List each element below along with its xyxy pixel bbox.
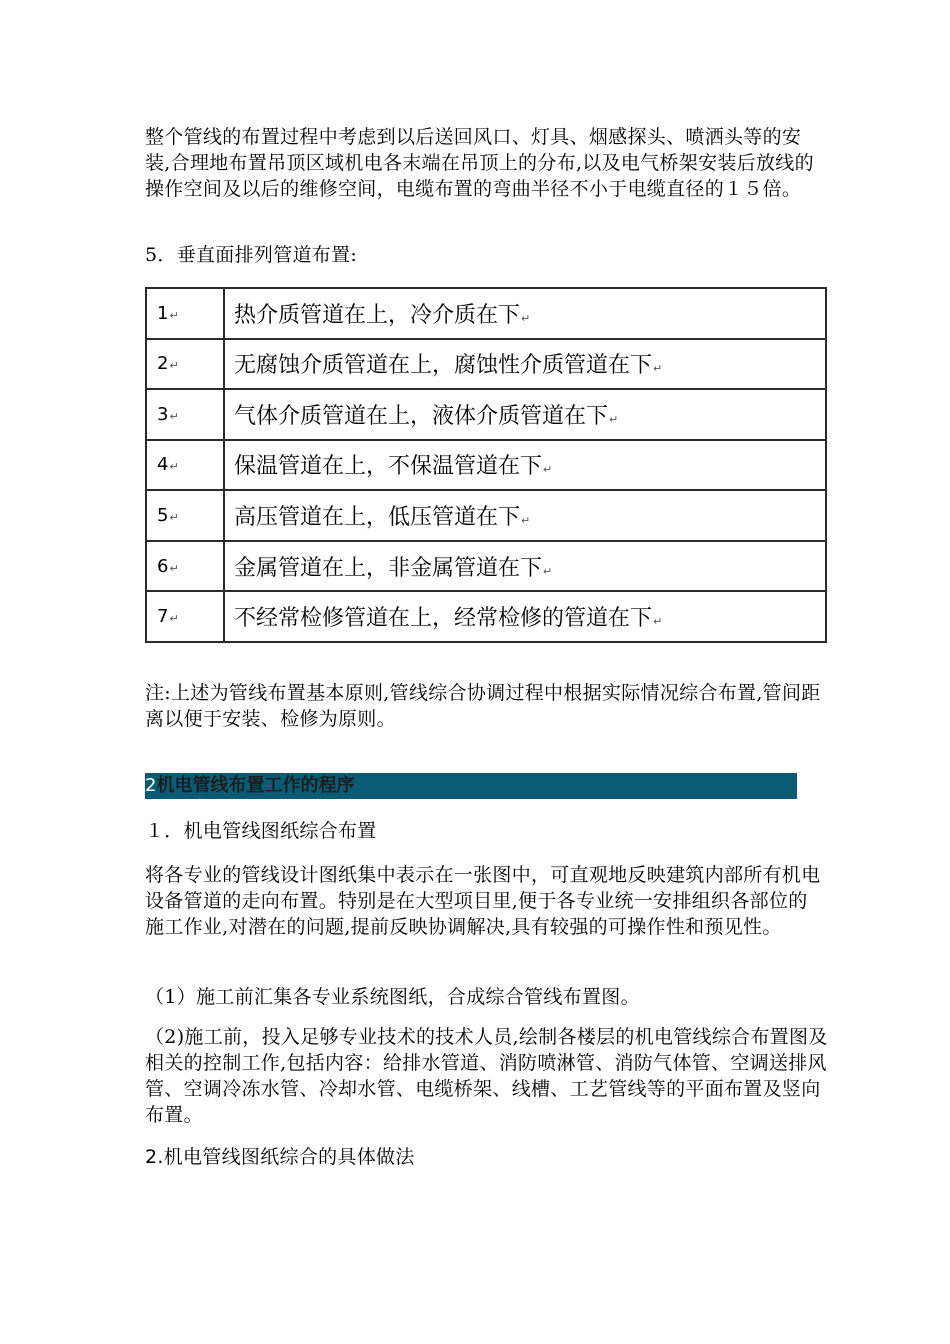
return-mark-icon: ↵ xyxy=(521,514,531,528)
subsection-2-heading: 2.机电管线图纸综合的具体做法 xyxy=(145,1146,415,1168)
row-text: 无腐蚀介质管道在上，腐蚀性介质管道在下 xyxy=(234,353,653,379)
table-row xyxy=(146,490,826,541)
table-row xyxy=(146,591,826,642)
return-mark-icon: ↵ xyxy=(169,511,179,525)
row-text-cell xyxy=(224,591,826,642)
subsection-1-heading: １．机电管线图纸综合布置 xyxy=(145,820,377,842)
row-text: 热介质管道在上，冷介质在下 xyxy=(234,302,521,328)
row-number: 7 xyxy=(157,606,169,628)
table-row xyxy=(146,440,826,491)
row-number-cell xyxy=(146,339,224,390)
row-text-cell xyxy=(224,490,826,541)
step-2-paragraph: （2)施工前，投入足够专业技术的技术人员,绘制各楼层的机电管线综合布置图及相关的控制工作,包括内容：给排水管道、消防喷淋管、消防气体管、空调送排风管、空调冷冻水管、冷却水管、电缆桥架、线槽、工艺管线等的平面布置及竖向布置。 xyxy=(145,1026,828,1126)
row-number: 6 xyxy=(157,555,169,577)
return-mark-icon: ↵ xyxy=(169,612,179,626)
return-mark-icon: ↵ xyxy=(543,463,553,477)
table-row xyxy=(146,389,826,440)
row-number: 1 xyxy=(157,302,169,324)
section-heading-number: 2 xyxy=(145,775,157,796)
return-mark-icon: ↵ xyxy=(169,460,179,474)
return-mark-icon: ↵ xyxy=(169,561,179,575)
rules-table xyxy=(145,287,827,643)
return-mark-icon: ↵ xyxy=(653,615,663,629)
section-heading-bar xyxy=(145,773,797,799)
row-number: 4 xyxy=(157,454,169,476)
row-text: 金属管道在上，非金属管道在下 xyxy=(234,555,543,581)
row-text: 不经常检修管道在上，经常检修的管道在下 xyxy=(234,606,653,632)
section-heading-title: 机电管线布置工作的程序 xyxy=(156,775,355,796)
row-number-cell xyxy=(146,490,224,541)
note-paragraph: 注:上述为管线布置基本原则,管线综合协调过程中根据实际情况综合布置,管间距离以便于安装、检修为原则。 xyxy=(145,682,821,730)
row-number: 2 xyxy=(157,353,169,375)
return-mark-icon: ↵ xyxy=(169,409,179,423)
pipe-arrangement-table xyxy=(145,287,827,643)
return-mark-icon: ↵ xyxy=(609,412,619,426)
table-row xyxy=(146,541,826,592)
item5-heading: 5．垂直面排列管道布置: xyxy=(145,244,358,266)
row-text: 保温管道在上，不保温管道在下 xyxy=(234,454,543,480)
row-number-cell xyxy=(146,591,224,642)
return-mark-icon: ↵ xyxy=(169,359,179,373)
integration-paragraph: 将各专业的管线设计图纸集中表示在一张图中，可直观地反映建筑内部所有机电设备管道的走向布置。特别是在大型项目里,便于各专业统一安排组织各部位的施工作业,对潜在的问题,提前反映协调解决,具有较强的可操作性和预见性。 xyxy=(145,864,821,938)
row-text-cell xyxy=(224,389,826,440)
row-number-cell xyxy=(146,288,224,339)
row-number-cell xyxy=(146,389,224,440)
row-text: 高压管道在上，低压管道在下 xyxy=(234,505,521,531)
return-mark-icon: ↵ xyxy=(653,362,663,376)
row-number: 3 xyxy=(157,403,169,425)
row-number: 5 xyxy=(157,505,169,527)
table-row xyxy=(146,339,826,390)
row-text-cell xyxy=(224,541,826,592)
row-text-cell xyxy=(224,288,826,339)
step-1-paragraph: （1）施工前汇集各专业系统图纸，合成综合管线布置图。 xyxy=(145,986,640,1008)
row-number-cell xyxy=(146,541,224,592)
row-number-cell xyxy=(146,440,224,491)
intro-paragraph: 整个管线的布置过程中考虑到以后送回风口、灯具、烟感探头、喷洒头等的安装,合理地布置吊顶区域机电各末端在吊顶上的分布,以及电气桥架安装后放线的操作空间及以后的维修空间，电缆布置的弯曲半径不小于电缆直径的１５倍。 xyxy=(145,126,814,200)
return-mark-icon: ↵ xyxy=(543,564,553,578)
row-text: 气体介质管道在上，液体介质管道在下 xyxy=(234,403,609,429)
table-row xyxy=(146,288,826,339)
row-text-cell xyxy=(224,440,826,491)
return-mark-icon: ↵ xyxy=(169,308,179,322)
return-mark-icon: ↵ xyxy=(521,311,531,325)
row-text-cell xyxy=(224,339,826,390)
